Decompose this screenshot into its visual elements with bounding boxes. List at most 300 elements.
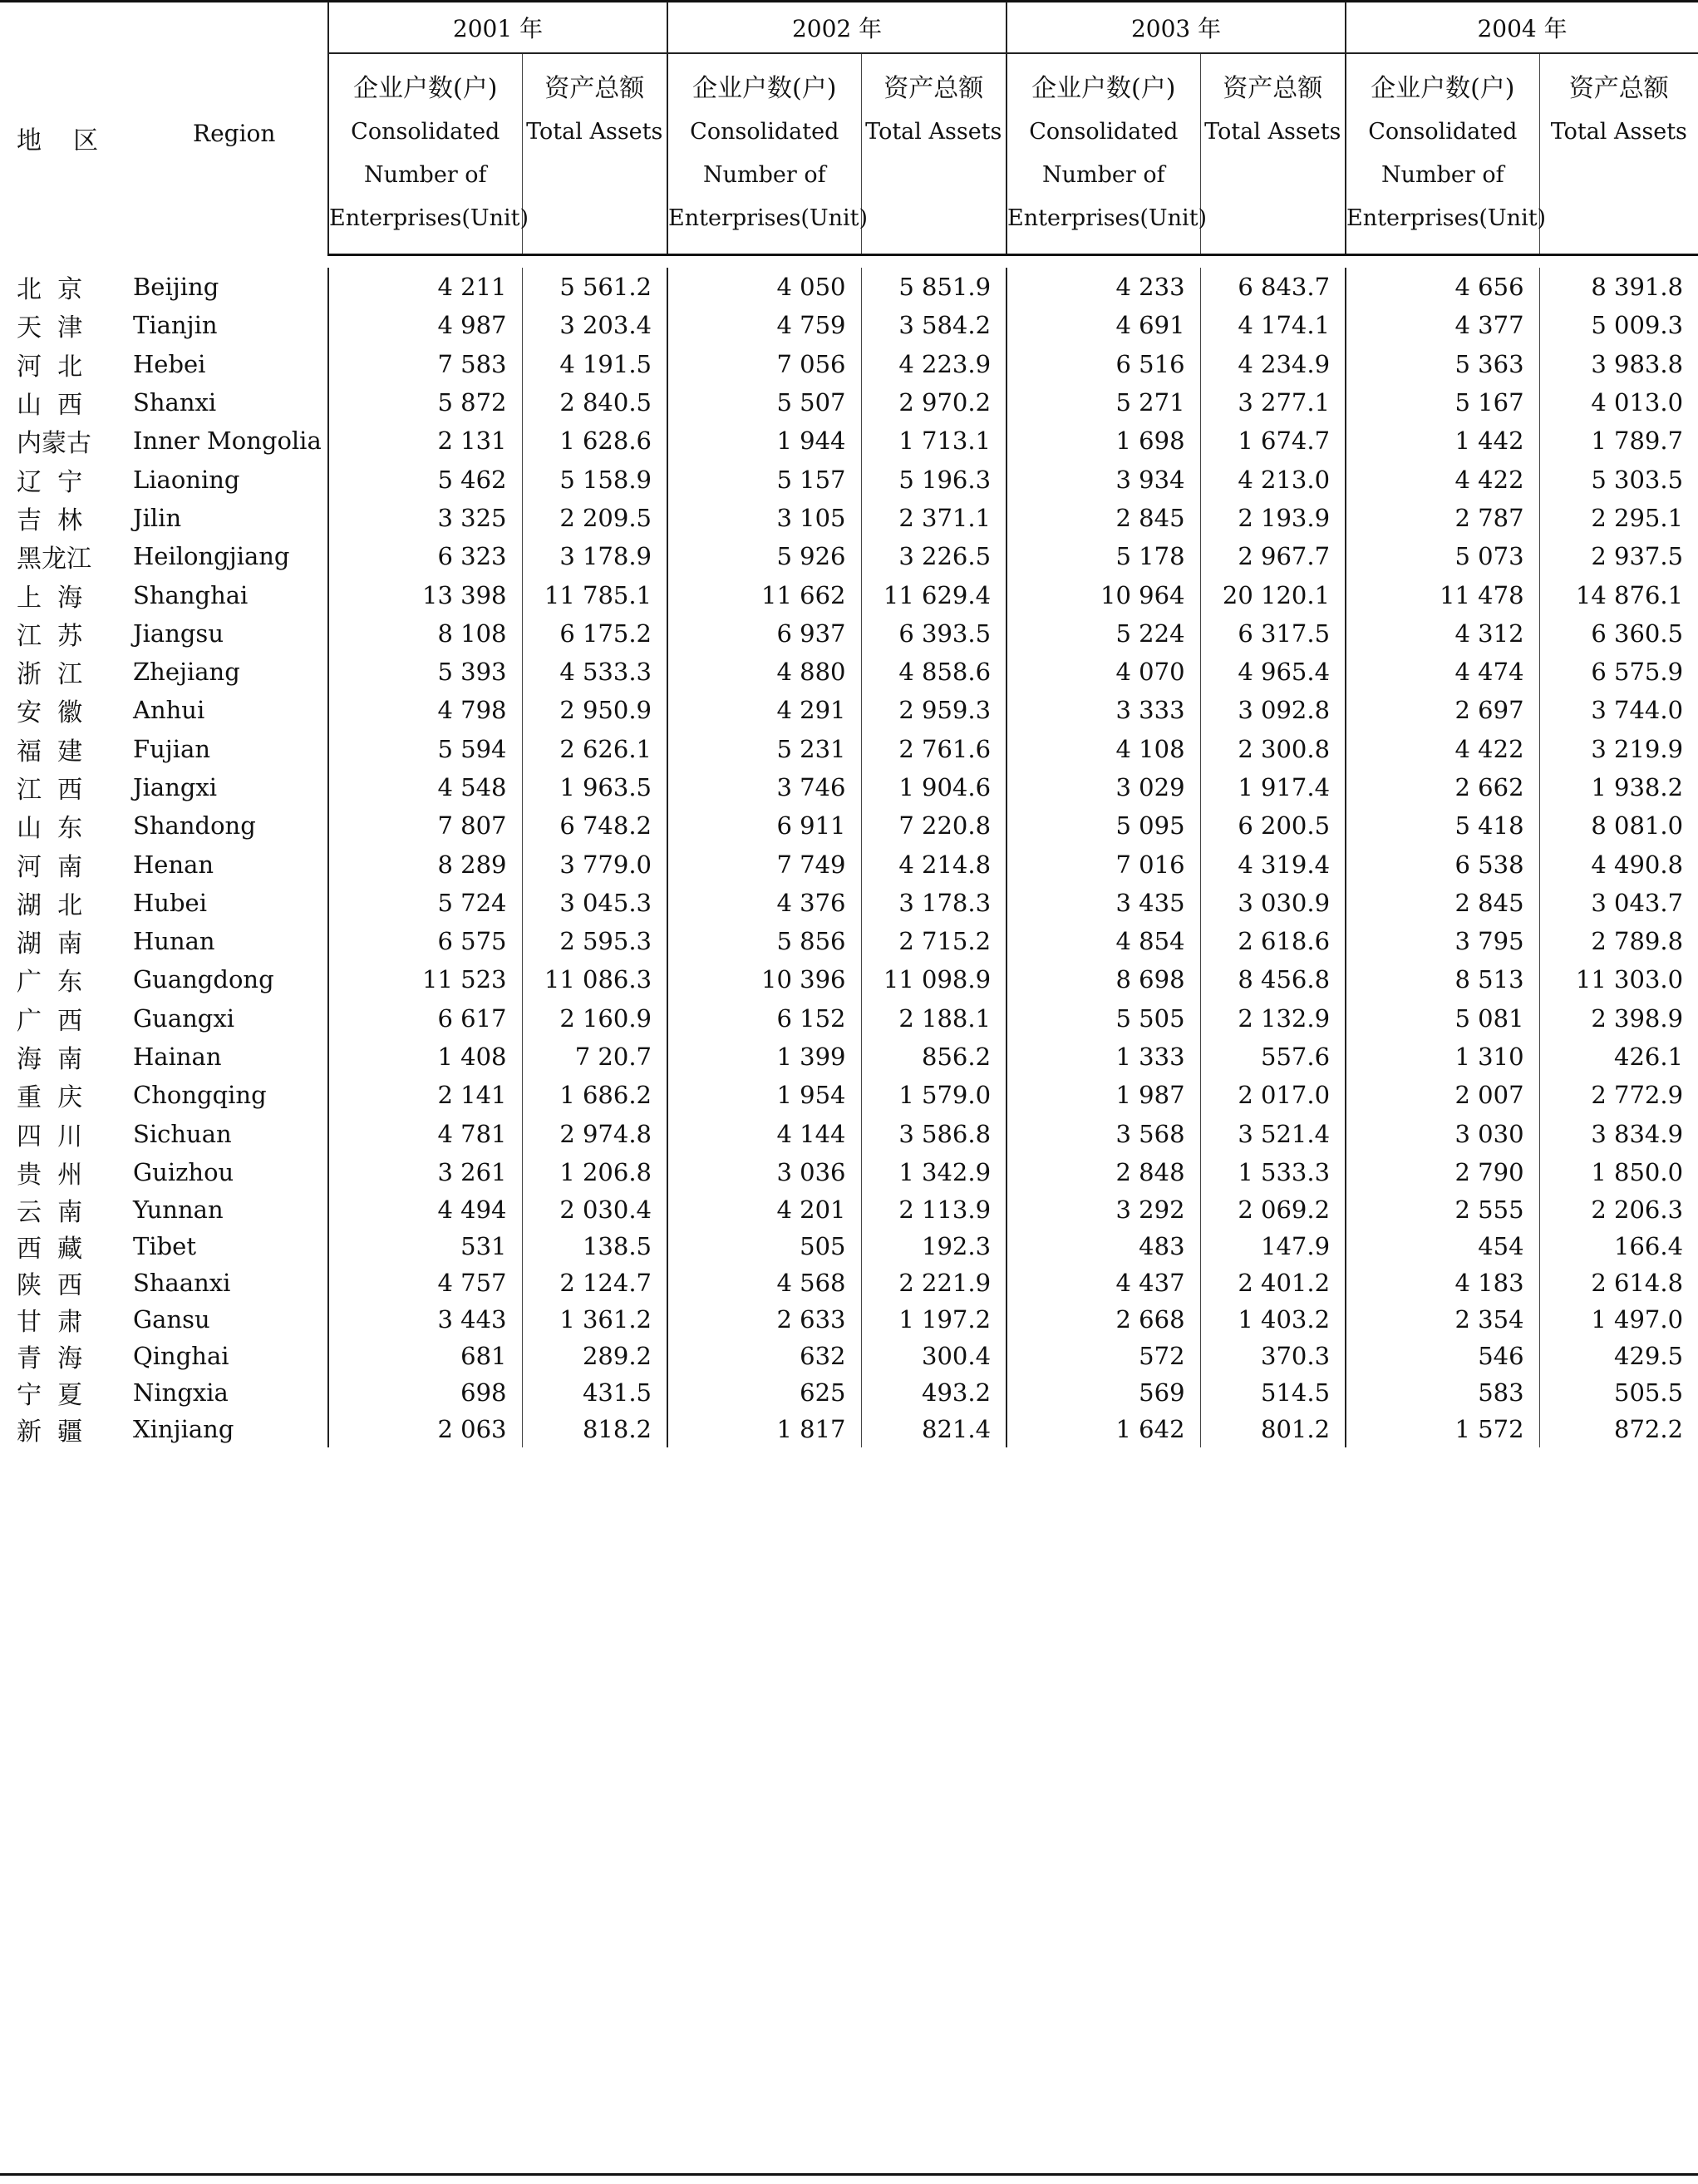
enterprises-value: 583 (1346, 1374, 1539, 1411)
enterprises-value: 5 157 (667, 460, 861, 498)
assets-value: 1 497.0 (1539, 1301, 1698, 1338)
assets-value: 4 191.5 (522, 345, 667, 383)
assets-value: 11 629.4 (861, 575, 1006, 614)
table-row (0, 1374, 1698, 1411)
enterprises-value: 4 759 (667, 306, 861, 344)
table-row (0, 1038, 1698, 1076)
table-row (0, 306, 1698, 344)
assets-value: 2 113.9 (861, 1191, 1006, 1228)
table-row (0, 575, 1698, 614)
enterprises-value: 4 474 (1346, 653, 1539, 691)
table-row (0, 537, 1698, 575)
enterprises-value: 3 443 (328, 1301, 522, 1338)
assets-header (861, 53, 1006, 255)
enterprises-value: 3 036 (667, 1153, 861, 1191)
assets-header (1200, 53, 1346, 255)
enterprises-value: 11 523 (328, 960, 522, 998)
enterprises-header-cn: 企业户数(户) (1031, 74, 1176, 103)
enterprises-value: 6 538 (1346, 845, 1539, 883)
enterprises-value: 8 289 (328, 845, 522, 883)
enterprises-value: 13 398 (328, 575, 522, 614)
assets-value: 2 626.1 (522, 730, 667, 768)
enterprises-value: 6 152 (667, 999, 861, 1038)
enterprises-value: 5 507 (667, 383, 861, 422)
assets-value: 6 575.9 (1539, 653, 1698, 691)
assets-value: 2 069.2 (1200, 1191, 1346, 1228)
table-row (0, 960, 1698, 998)
region-header-en: Region (193, 120, 276, 148)
assets-value: 2 970.2 (861, 383, 1006, 422)
assets-header-cn: 资产总额 (883, 74, 984, 103)
assets-header-cn: 资产总额 (544, 74, 645, 103)
assets-value: 3 219.9 (1539, 730, 1698, 768)
enterprises-value: 2 697 (1346, 691, 1539, 729)
enterprises-value: 454 (1346, 1228, 1539, 1265)
enterprises-value: 625 (667, 1374, 861, 1411)
assets-value: 289.2 (522, 1338, 667, 1374)
assets-value: 3 586.8 (861, 1115, 1006, 1153)
region-name-cn: 安 徽 (17, 698, 83, 728)
assets-value: 493.2 (861, 1374, 1006, 1411)
region-name-en: Gansu (133, 1305, 210, 1334)
enterprises-value: 1 442 (1346, 422, 1539, 460)
region-name-en: Hebei (133, 349, 206, 378)
assets-header-en: Total Assets (526, 119, 663, 145)
assets-value: 1 197.2 (861, 1301, 1006, 1338)
enterprises-value: 5 081 (1346, 999, 1539, 1038)
assets-value: 2 193.9 (1200, 499, 1346, 537)
assets-value: 2 761.6 (861, 730, 1006, 768)
region-name-cn: 天 津 (17, 313, 83, 343)
region-name-en: Jiangsu (133, 619, 224, 648)
enterprises-value: 4 691 (1006, 306, 1200, 344)
assets-value: 557.6 (1200, 1038, 1346, 1076)
enterprises-value: 3 325 (328, 499, 522, 537)
table-row (0, 1411, 1698, 1447)
enterprises-value: 4 233 (1006, 268, 1200, 306)
enterprises-value: 1 987 (1006, 1076, 1200, 1114)
region-name-en: Fujian (133, 734, 211, 763)
year-header-2004: 2004 年 (1346, 2, 1698, 53)
assets-value: 1 963.5 (522, 768, 667, 806)
enterprises-value: 3 568 (1006, 1115, 1200, 1153)
table-row (0, 1115, 1698, 1153)
bottom-rule (0, 2173, 1698, 2176)
enterprises-value: 2 662 (1346, 768, 1539, 806)
assets-value: 4 858.6 (861, 653, 1006, 691)
assets-value: 426.1 (1539, 1038, 1698, 1076)
enterprises-header (1346, 53, 1547, 255)
region-name-cn: 云 南 (17, 1198, 83, 1228)
region-header-cn: 地 区 (17, 126, 99, 156)
enterprises-value: 5 418 (1346, 806, 1539, 845)
enterprises-header-en-3: Enterprises(Unit) (1346, 205, 1547, 231)
enterprises-value: 7 016 (1006, 845, 1200, 883)
table-row (0, 845, 1698, 883)
enterprises-header-en-3: Enterprises(Unit) (1007, 205, 1208, 231)
assets-value: 3 178.9 (522, 537, 667, 575)
assets-value: 11 086.3 (522, 960, 667, 998)
enterprises-value: 5 393 (328, 653, 522, 691)
assets-value: 2 030.4 (522, 1191, 667, 1228)
enterprises-value: 3 333 (1006, 691, 1200, 729)
assets-value: 1 579.0 (861, 1076, 1006, 1114)
assets-value: 2 124.7 (522, 1265, 667, 1301)
enterprises-value: 4 422 (1346, 730, 1539, 768)
table-row (0, 1228, 1698, 1265)
assets-value: 1 206.8 (522, 1153, 667, 1191)
enterprises-value: 4 798 (328, 691, 522, 729)
assets-value: 5 303.5 (1539, 460, 1698, 498)
region-name-en: Jilin (133, 503, 182, 532)
assets-value: 2 209.5 (522, 499, 667, 537)
enterprises-header-en-3: Enterprises(Unit) (668, 205, 869, 231)
table-row (0, 460, 1698, 498)
assets-header-en: Total Assets (1550, 119, 1687, 145)
assets-value: 821.4 (861, 1411, 1006, 1447)
assets-value: 3 779.0 (522, 845, 667, 883)
enterprises-value: 3 435 (1006, 884, 1200, 922)
enterprises-value: 4 211 (328, 268, 522, 306)
region-name-cn: 内蒙古 (17, 429, 91, 459)
enterprises-header-en-2: Number of (363, 162, 487, 188)
region-name-cn: 湖 北 (17, 890, 83, 920)
assets-value: 5 196.3 (861, 460, 1006, 498)
enterprises-value: 4 377 (1346, 306, 1539, 344)
enterprises-value: 5 271 (1006, 383, 1200, 422)
assets-value: 1 628.6 (522, 422, 667, 460)
enterprises-value: 4 291 (667, 691, 861, 729)
table-row (0, 1191, 1698, 1228)
assets-header-cn: 资产总额 (1223, 74, 1323, 103)
assets-value: 2 160.9 (522, 999, 667, 1038)
enterprises-value: 1 333 (1006, 1038, 1200, 1076)
assets-value: 431.5 (522, 1374, 667, 1411)
enterprises-value: 4 494 (328, 1191, 522, 1228)
enterprises-header-cn: 企业户数(户) (353, 74, 498, 103)
table-row (0, 999, 1698, 1038)
assets-value: 3 521.4 (1200, 1115, 1346, 1153)
region-name-en: Xinjiang (133, 1415, 234, 1444)
enterprises-value: 2 845 (1006, 499, 1200, 537)
region-name-en: Beijing (133, 273, 219, 302)
assets-value: 1 713.1 (861, 422, 1006, 460)
assets-value: 6 393.5 (861, 614, 1006, 653)
assets-value: 514.5 (1200, 1374, 1346, 1411)
enterprises-header (328, 53, 529, 255)
assets-value: 6 200.5 (1200, 806, 1346, 845)
assets-value: 2 595.3 (522, 922, 667, 960)
assets-value: 2 188.1 (861, 999, 1006, 1038)
region-name-en: Shanxi (133, 388, 217, 417)
assets-value: 2 950.9 (522, 691, 667, 729)
assets-value: 8 081.0 (1539, 806, 1698, 845)
assets-value: 872.2 (1539, 1411, 1698, 1447)
region-name-cn: 河 南 (17, 852, 83, 882)
year-header-2003: 2003 年 (1006, 2, 1346, 53)
enterprises-value: 6 575 (328, 922, 522, 960)
assets-value: 2 974.8 (522, 1115, 667, 1153)
table-row (0, 806, 1698, 845)
enterprises-value: 7 749 (667, 845, 861, 883)
statistics-table (0, 2, 1698, 1447)
assets-value: 856.2 (861, 1038, 1006, 1076)
enterprises-value: 2 790 (1346, 1153, 1539, 1191)
enterprises-value: 1 310 (1346, 1038, 1539, 1076)
table-row (0, 1076, 1698, 1114)
enterprises-value: 531 (328, 1228, 522, 1265)
enterprises-value: 546 (1346, 1338, 1539, 1374)
enterprises-value: 4 376 (667, 884, 861, 922)
assets-value: 1 917.4 (1200, 768, 1346, 806)
region-name-en: Tibet (133, 1232, 196, 1261)
enterprises-value: 4 070 (1006, 653, 1200, 691)
assets-header-en: Total Assets (865, 119, 1002, 145)
table-row (0, 768, 1698, 806)
region-name-cn: 新 疆 (17, 1417, 83, 1447)
table-row (0, 1338, 1698, 1374)
enterprises-header-en-1: Consolidated (690, 119, 839, 145)
assets-value: 4 490.8 (1539, 845, 1698, 883)
enterprises-header-en-1: Consolidated (351, 119, 500, 145)
table-row (0, 884, 1698, 922)
enterprises-value: 2 845 (1346, 884, 1539, 922)
enterprises-value: 698 (328, 1374, 522, 1411)
table-row (0, 499, 1698, 537)
assets-value: 138.5 (522, 1228, 667, 1265)
region-name-cn: 广 西 (17, 1006, 83, 1036)
enterprises-value: 1 642 (1006, 1411, 1200, 1447)
enterprises-value: 505 (667, 1228, 861, 1265)
enterprises-value: 2 131 (328, 422, 522, 460)
enterprises-value: 2 354 (1346, 1301, 1539, 1338)
assets-value: 5 561.2 (522, 268, 667, 306)
table-row (0, 653, 1698, 691)
region-name-cn: 四 川 (17, 1122, 83, 1151)
assets-header-cn: 资产总额 (1568, 74, 1669, 103)
enterprises-value: 5 224 (1006, 614, 1200, 653)
assets-value: 3 045.3 (522, 884, 667, 922)
region-name-cn: 西 藏 (17, 1235, 83, 1265)
enterprises-value: 4 548 (328, 768, 522, 806)
year-header-2002: 2002 年 (667, 2, 1006, 53)
assets-value: 2 618.6 (1200, 922, 1346, 960)
assets-value: 3 092.8 (1200, 691, 1346, 729)
enterprises-value: 1 954 (667, 1076, 861, 1114)
assets-value: 2 401.2 (1200, 1265, 1346, 1301)
assets-value: 2 715.2 (861, 922, 1006, 960)
enterprises-value: 4 422 (1346, 460, 1539, 498)
region-name-cn: 湖 南 (17, 929, 83, 959)
assets-value: 3 584.2 (861, 306, 1006, 344)
enterprises-value: 2 787 (1346, 499, 1539, 537)
enterprises-value: 1 817 (667, 1411, 861, 1447)
assets-value: 7 220.8 (861, 806, 1006, 845)
assets-value: 2 840.5 (522, 383, 667, 422)
assets-value: 6 843.7 (1200, 268, 1346, 306)
enterprises-value: 5 167 (1346, 383, 1539, 422)
region-name-cn: 广 东 (17, 968, 83, 998)
enterprises-value: 4 656 (1346, 268, 1539, 306)
assets-value: 7 20.7 (522, 1038, 667, 1076)
assets-value: 6 175.2 (522, 614, 667, 653)
enterprises-value: 6 323 (328, 537, 522, 575)
assets-value: 5 009.3 (1539, 306, 1698, 344)
enterprises-value: 3 029 (1006, 768, 1200, 806)
enterprises-value: 3 795 (1346, 922, 1539, 960)
enterprises-value: 10 396 (667, 960, 861, 998)
table-row (0, 1265, 1698, 1301)
assets-value: 1 789.7 (1539, 422, 1698, 460)
enterprises-value: 6 911 (667, 806, 861, 845)
assets-value: 1 674.7 (1200, 422, 1346, 460)
enterprises-value: 4 144 (667, 1115, 861, 1153)
region-name-en: Inner Mongolia (133, 426, 322, 456)
region-name-en: Heilongjiang (133, 542, 290, 571)
enterprises-value: 2 555 (1346, 1191, 1539, 1228)
assets-value: 8 456.8 (1200, 960, 1346, 998)
assets-value: 2 221.9 (861, 1265, 1006, 1301)
assets-value: 3 744.0 (1539, 691, 1698, 729)
region-name-cn: 宁 夏 (17, 1381, 83, 1411)
assets-value: 8 391.8 (1539, 268, 1698, 306)
assets-value: 147.9 (1200, 1228, 1346, 1265)
enterprises-header (667, 53, 869, 255)
region-name-cn: 黑龙江 (17, 545, 91, 574)
region-name-en: Liaoning (133, 465, 240, 494)
region-name-en: Hubei (133, 888, 207, 917)
region-name-en: Guangxi (133, 1003, 235, 1033)
region-name-cn: 青 海 (17, 1344, 83, 1374)
enterprises-value: 6 617 (328, 999, 522, 1038)
enterprises-value: 4 781 (328, 1115, 522, 1153)
region-name-cn: 江 西 (17, 776, 83, 805)
enterprises-value: 4 201 (667, 1191, 861, 1228)
table-row (0, 614, 1698, 653)
assets-value: 2 789.8 (1539, 922, 1698, 960)
assets-value: 6 317.5 (1200, 614, 1346, 653)
enterprises-value: 4 108 (1006, 730, 1200, 768)
enterprises-value: 5 231 (667, 730, 861, 768)
region-name-en: Tianjin (133, 311, 218, 340)
assets-value: 370.3 (1200, 1338, 1346, 1374)
enterprises-value: 4 880 (667, 653, 861, 691)
enterprises-value: 569 (1006, 1374, 1200, 1411)
enterprises-value: 7 056 (667, 345, 861, 383)
enterprises-value: 7 807 (328, 806, 522, 845)
enterprises-value: 8 513 (1346, 960, 1539, 998)
assets-value: 4 319.4 (1200, 845, 1346, 883)
enterprises-value: 4 987 (328, 306, 522, 344)
assets-value: 20 120.1 (1200, 575, 1346, 614)
enterprises-value: 7 583 (328, 345, 522, 383)
assets-value: 4 213.0 (1200, 460, 1346, 498)
assets-header-en: Total Assets (1204, 119, 1341, 145)
assets-value: 11 785.1 (522, 575, 667, 614)
assets-header (1539, 53, 1698, 255)
assets-value: 14 876.1 (1539, 575, 1698, 614)
region-name-en: Shaanxi (133, 1269, 231, 1298)
assets-value: 1 533.3 (1200, 1153, 1346, 1191)
assets-value: 2 614.8 (1539, 1265, 1698, 1301)
region-name-cn: 陕 西 (17, 1271, 83, 1301)
enterprises-value: 4 437 (1006, 1265, 1200, 1301)
region-name-en: Shandong (133, 811, 256, 841)
region-name-en: Shanghai (133, 580, 249, 609)
enterprises-value: 4 050 (667, 268, 861, 306)
assets-value: 1 342.9 (861, 1153, 1006, 1191)
assets-value: 1 904.6 (861, 768, 1006, 806)
enterprises-value: 1 408 (328, 1038, 522, 1076)
region-name-cn: 甘 肃 (17, 1308, 83, 1338)
region-name-en: Qinghai (133, 1342, 229, 1371)
region-name-cn: 海 南 (17, 1045, 83, 1075)
enterprises-value: 4 568 (667, 1265, 861, 1301)
assets-value: 2 017.0 (1200, 1076, 1346, 1114)
assets-value: 6 360.5 (1539, 614, 1698, 653)
enterprises-value: 8 108 (328, 614, 522, 653)
assets-value: 2 371.1 (861, 499, 1006, 537)
enterprises-value: 5 095 (1006, 806, 1200, 845)
table-row (0, 691, 1698, 729)
enterprises-value: 632 (667, 1338, 861, 1374)
region-name-en: Sichuan (133, 1119, 232, 1148)
assets-value: 4 533.3 (522, 653, 667, 691)
assets-value: 300.4 (861, 1338, 1006, 1374)
assets-value: 2 295.1 (1539, 499, 1698, 537)
enterprises-value: 11 478 (1346, 575, 1539, 614)
enterprises-value: 483 (1006, 1228, 1200, 1265)
assets-value: 3 043.7 (1539, 884, 1698, 922)
table-row (0, 730, 1698, 768)
enterprises-value: 681 (328, 1338, 522, 1374)
region-name-cn: 山 东 (17, 814, 83, 844)
region-name-en: Guizhou (133, 1157, 234, 1186)
assets-value: 192.3 (861, 1228, 1006, 1265)
table-row (0, 345, 1698, 383)
region-name-en: Anhui (133, 696, 205, 725)
enterprises-header-cn: 企业户数(户) (692, 74, 837, 103)
assets-value: 2 937.5 (1539, 537, 1698, 575)
assets-value: 2 132.9 (1200, 999, 1346, 1038)
assets-value: 2 398.9 (1539, 999, 1698, 1038)
enterprises-value: 11 662 (667, 575, 861, 614)
enterprises-value: 8 698 (1006, 960, 1200, 998)
region-name-en: Yunnan (133, 1196, 224, 1225)
enterprises-value: 3 105 (667, 499, 861, 537)
region-name-cn: 浙 江 (17, 660, 83, 690)
enterprises-value: 1 572 (1346, 1411, 1539, 1447)
enterprises-value: 572 (1006, 1338, 1200, 1374)
region-name-en: Guangdong (133, 965, 274, 994)
enterprises-value: 5 178 (1006, 537, 1200, 575)
enterprises-header-en-3: Enterprises(Unit) (329, 205, 529, 231)
region-name-cn: 重 庆 (17, 1083, 83, 1113)
table-row (0, 383, 1698, 422)
table-row (0, 922, 1698, 960)
region-name-cn: 上 海 (17, 583, 83, 613)
enterprises-value: 5 926 (667, 537, 861, 575)
enterprises-value: 2 633 (667, 1301, 861, 1338)
enterprises-value: 5 073 (1346, 537, 1539, 575)
enterprises-value: 2 848 (1006, 1153, 1200, 1191)
assets-value: 1 403.2 (1200, 1301, 1346, 1338)
assets-value: 1 850.0 (1539, 1153, 1698, 1191)
assets-value: 1 361.2 (522, 1301, 667, 1338)
enterprises-value: 5 505 (1006, 999, 1200, 1038)
enterprises-value: 1 944 (667, 422, 861, 460)
assets-value: 6 748.2 (522, 806, 667, 845)
